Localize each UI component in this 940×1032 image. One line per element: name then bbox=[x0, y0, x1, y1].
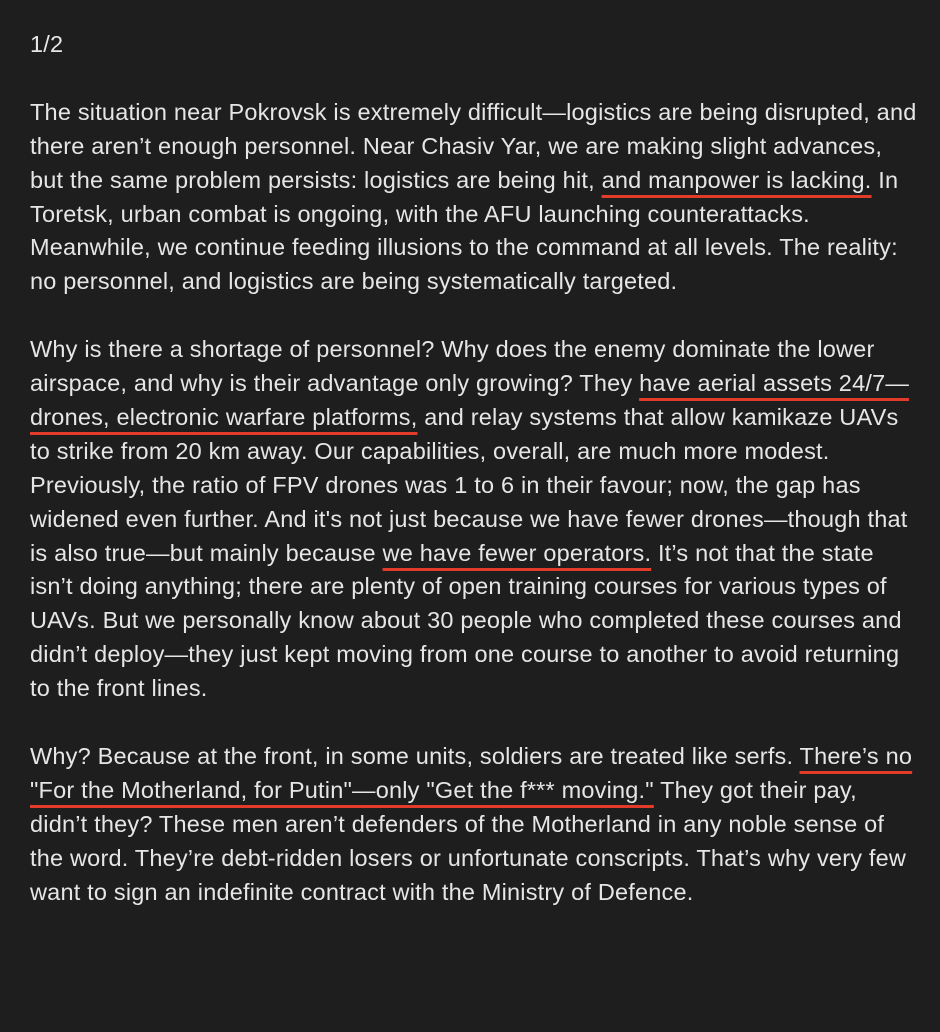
page-marker: 1/2 bbox=[30, 31, 64, 57]
paragraph-2-text-middle: and relay systems that allow kamikaze UAVs to strike from 20 km away. Our capabilities, overall, are much more modest. Previously, the ratio of FPV drones was 1 to 6 in their favour; now, the gap has widened even further. And it's not just because we have fewer drones—though that is also true—but mainly because bbox=[30, 403, 908, 566]
paragraph-3-highlight: There’s no "For the Motherland, for Putin"—only "Get the f*** moving." bbox=[30, 742, 913, 803]
paragraph-2-highlight-1: have aerial assets 24/7—drones, electronic warfare platforms, bbox=[30, 370, 910, 430]
paragraph-3-text-after: They got their pay, didn’t they? These men aren’t defenders of the Motherland in any noble sense of the word. They’re debt-ridden losers or unfortunate conscripts. That’s why very few want to sign an indefinite contract with the Ministry of Defence. bbox=[30, 776, 907, 905]
paragraph-2 bbox=[30, 333, 920, 706]
paragraph-1-text-before: The situation near Pokrovsk is extremely difficult—logistics are being disrupted, and there aren’t enough personnel. Near Chasiv Yar, we are making slight advances, but the same problem persists: logistics are being hit, bbox=[30, 98, 917, 193]
paragraph-1 bbox=[30, 96, 920, 299]
paragraph-1-text-after: In Toretsk, urban combat is ongoing, with the AFU launching counterattacks. Meanwhile, we continue feeding illusions to the command at all levels. The reality: no personnel, and logistics are being systematically targeted. bbox=[30, 166, 899, 295]
paragraph-2-text-after: It’s not that the state isn’t doing anything; there are plenty of open training courses for various types of UAVs. But we personally know about 30 people who completed these courses and didn’t deploy—they just kept moving from one course to another to avoid returning to the front lines. bbox=[30, 539, 902, 702]
paragraph-3-text-before: Why? Because at the front, in some units, soldiers are treated like serfs. bbox=[30, 742, 800, 769]
paragraph-3 bbox=[30, 740, 920, 910]
paragraph-1-highlight: and manpower is lacking. bbox=[601, 166, 872, 193]
document-body bbox=[30, 28, 920, 910]
paragraph-2-highlight-2: we have fewer operators. bbox=[382, 539, 652, 566]
paragraph-2-text-before: Why is there a shortage of personnel? Why does the enemy dominate the lower airspace, and why is their advantage only growing? They bbox=[30, 336, 875, 397]
